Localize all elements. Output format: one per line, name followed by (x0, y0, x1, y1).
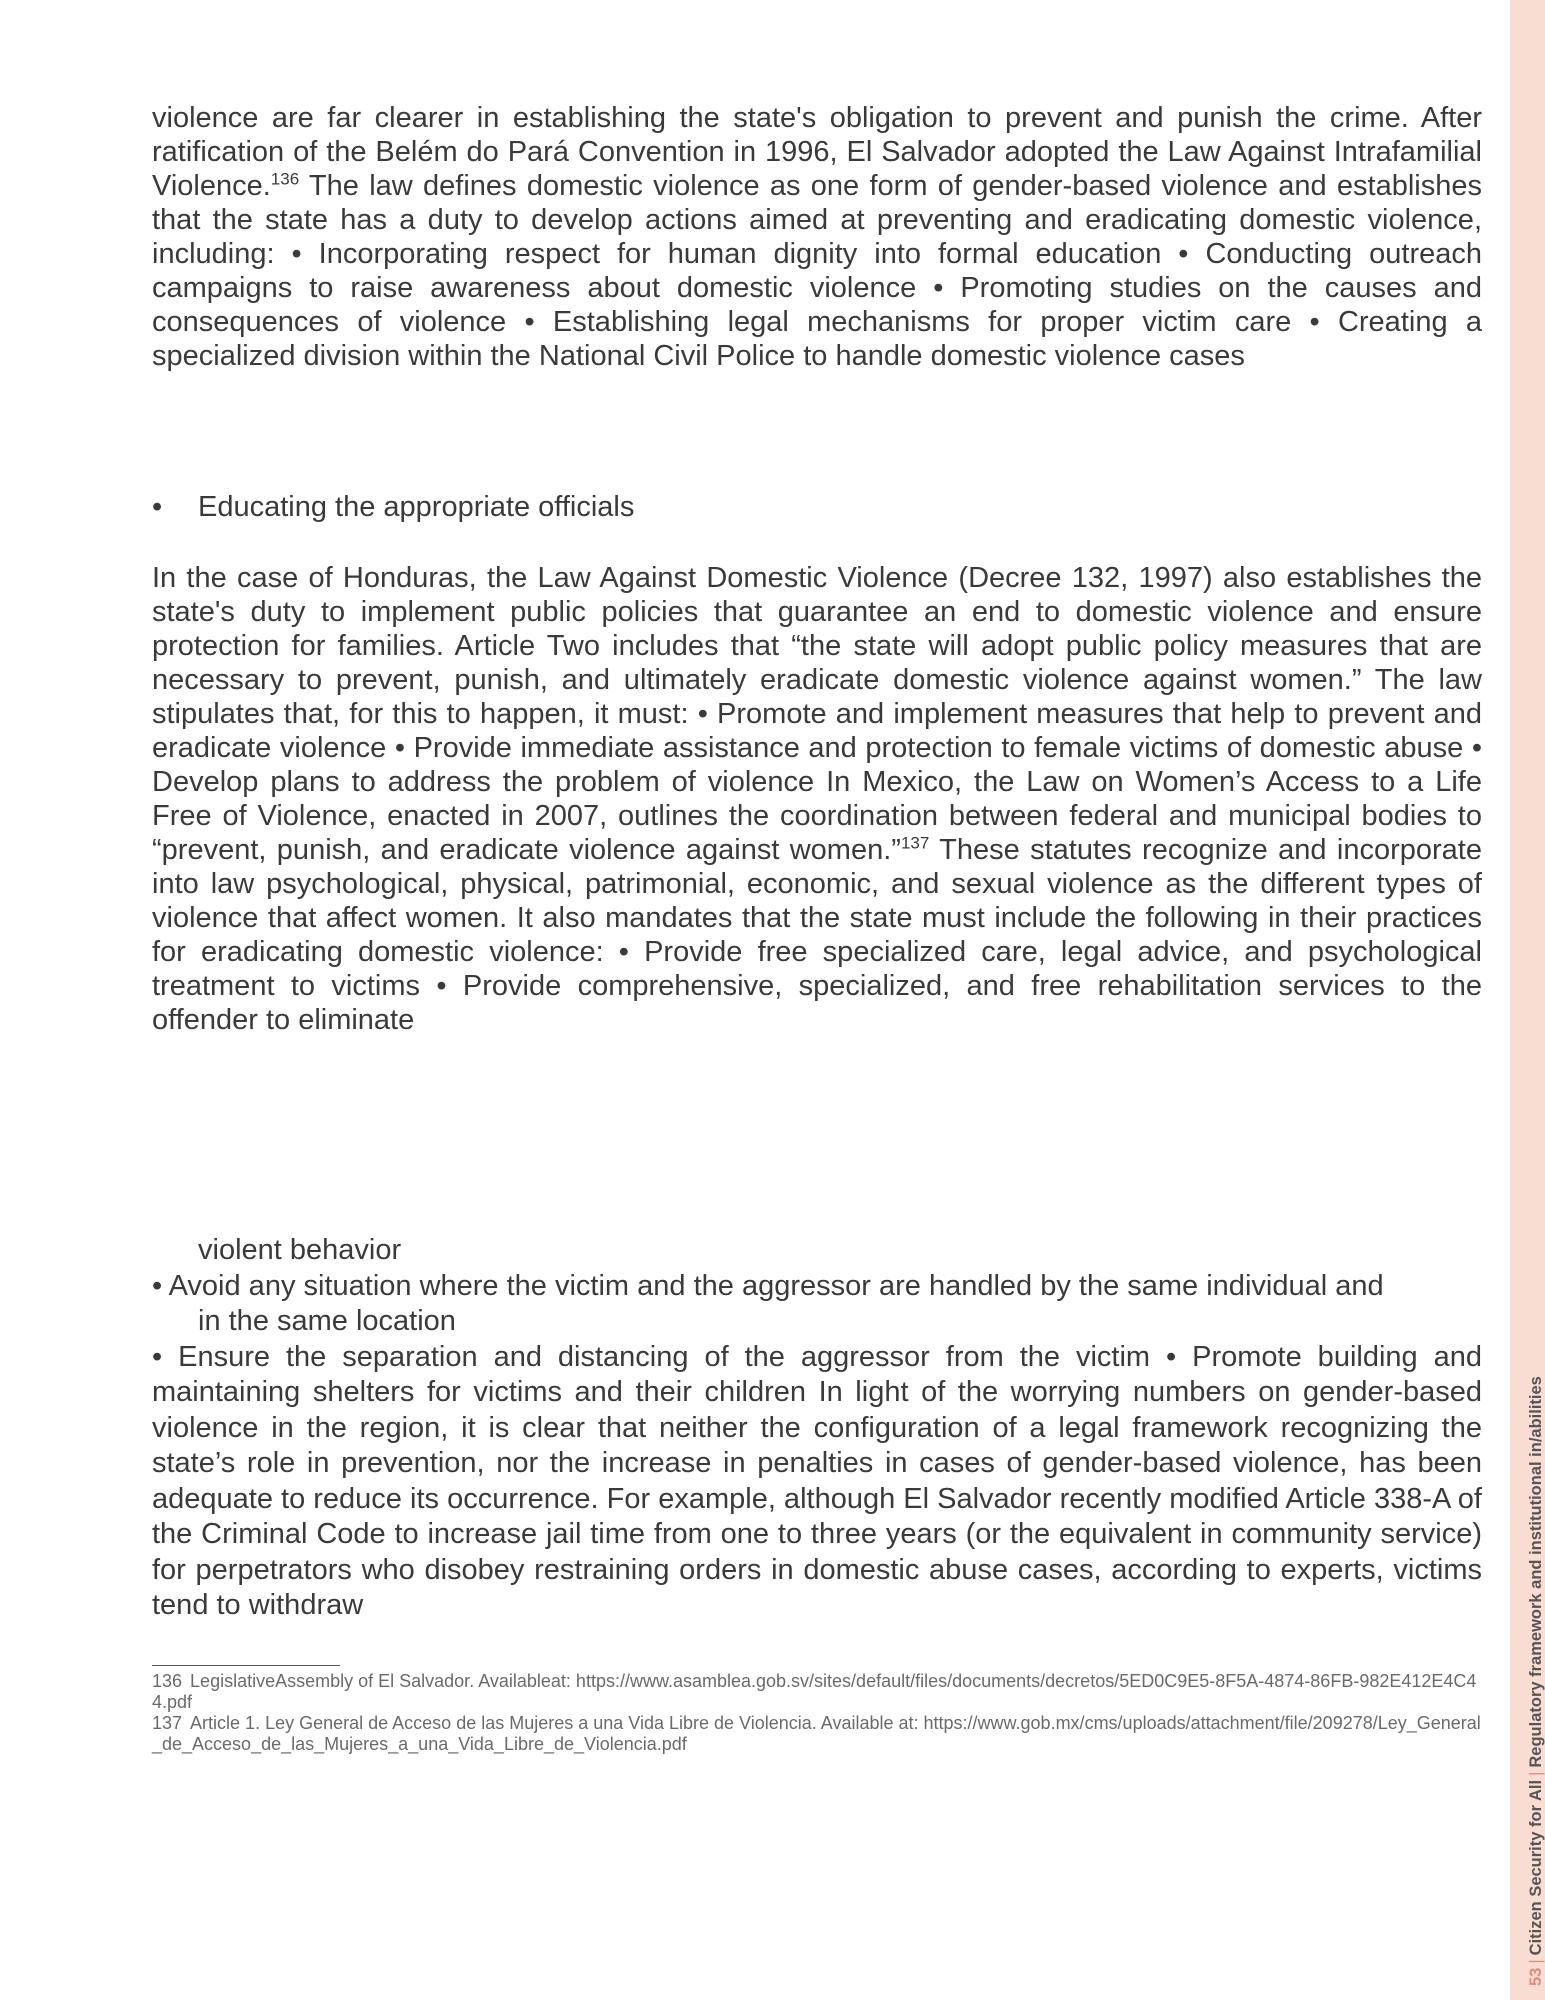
footnote-ref-137[interactable]: 137 (900, 833, 930, 853)
footnote-number: 136 (152, 1671, 183, 1691)
paragraph2-text-b: These statutes recognize and incorporate into law psychological, physical, patrimonial, economic, and sexual violence as the different types of violence that affect women. It also mandates that the state must include the following in their practices for eradicating domestic violence: • Provide free specialized care, legal advice, and psychological treatment to victims • Provide comprehensive, specialized, and free rehabilitation services to the offender to eliminate (152, 834, 1482, 1036)
footnote-text[interactable]: Article 1. Ley General de Acceso de las Mujeres a una Vida Libre de Violencia. Available at: https://www.gob.mx/cms/uploads/attachment/file/209278/Ley_General_de_Acceso_de_las_Mujeres_a_una_Vida_Libre_de_Violencia.pdf (152, 1713, 1481, 1754)
paragraph1-text-a: violence are far clearer in establishing the state's obligation to prevent and punish the crime. After ratification of the Belém do Pará Convention in 1996, El Salvador adopted the Law Against Intrafamilial Violence. (152, 102, 1482, 202)
section-title: Regulatory framework and institutional in/abilities (1527, 1376, 1545, 1768)
footnote-136 (152, 1671, 1482, 1713)
footnote-text[interactable]: LegislativeAssembly of El Salvador. Availableat: https://www.asamblea.gob.sv/sites/default/files/documents/decretos/5ED0C9E5-8F5A-4874-86FB-982E412E4C44.pdf (152, 1671, 1477, 1712)
paragraph2-text-a: In the case of Honduras, the Law Against Domestic Violence (Decree 132, 1997) also establishes the state's duty to implement public policies that guarantee an end to domestic violence and ensure protection for families. Article Two includes that “the state will adopt public policy measures that are necessary to prevent, punish, and ultimately eradicate domestic violence against women.” The law stipulates that, for this to happen, it must: • Promote and implement measures that help to prevent and eradicate violence • Provide immediate assistance and protection to female victims of domestic abuse • Develop plans to address the problem of violence In Mexico, the Law on Women’s Access to a Life Free of Violence, enacted in 2007, outlines the coordination between federal and municipal bodies to “prevent, punish, and eradicate violence against women.” (152, 562, 1482, 866)
footnote-ref-136[interactable]: 136 (270, 169, 300, 189)
page-number: 53 (1527, 1967, 1545, 1986)
bullet-dot: • (152, 491, 163, 523)
footnote-137 (152, 1713, 1482, 1755)
report-title: Citizen Security for All (1527, 1779, 1545, 1956)
continuation-line-violent-behavior: violent behavior (198, 1234, 402, 1266)
footnote-number: 137 (152, 1713, 183, 1733)
continuation-line-same-location: in the same location (198, 1305, 456, 1337)
bullet-educating-text: Educating the appropriate officials (198, 491, 635, 523)
paragraph-honduras-mexico (152, 561, 1482, 1037)
paragraph-separation-shelters: • Ensure the separation and distancing of the aggressor from the victim • Promote building and maintaining shelters for victims and their children In light of the worrying numbers on gender-based violence in the region, it is clear that neither the configuration of a legal framework recognizing the state’s role in prevention, nor the increase in penalties in cases of gender-based violence, has been adequate to reduce its occurrence. For example, although El Salvador recently modified Article 338-A of the Criminal Code to increase jail time from one to three years (or the equivalent in community service) for perpetrators who disobey restraining orders in domestic abuse cases, according to experts, victims tend to withdraw (152, 1340, 1482, 1621)
continuation-block (152, 1233, 1482, 1624)
separator: | (1527, 1959, 1545, 1964)
paragraph1-text-b: The law defines domestic violence as one form of gender-based violence and establishes that the state has a duty to develop actions aimed at preventing and eradicating domestic violence, including: • Incorporating respect for human dignity into formal education • Conducting outreach campaigns to raise awareness about domestic violence • Promoting studies on the causes and consequences of violence • Establishing legal mechanisms for proper victim care • Creating a specialized division within the National Civil Police to handle domestic violence cases (152, 170, 1482, 372)
paragraph-el-salvador (152, 101, 1482, 373)
separator: | (1527, 1771, 1545, 1776)
sidebar-running-header (1528, 1376, 1545, 1986)
footnote-divider (152, 1665, 340, 1666)
bullet-educating-officials (152, 490, 634, 524)
footnotes (152, 1671, 1482, 1755)
continuation-bullet-avoid: • Avoid any situation where the victim and the aggressor are handled by the same individual and (152, 1269, 1384, 1302)
